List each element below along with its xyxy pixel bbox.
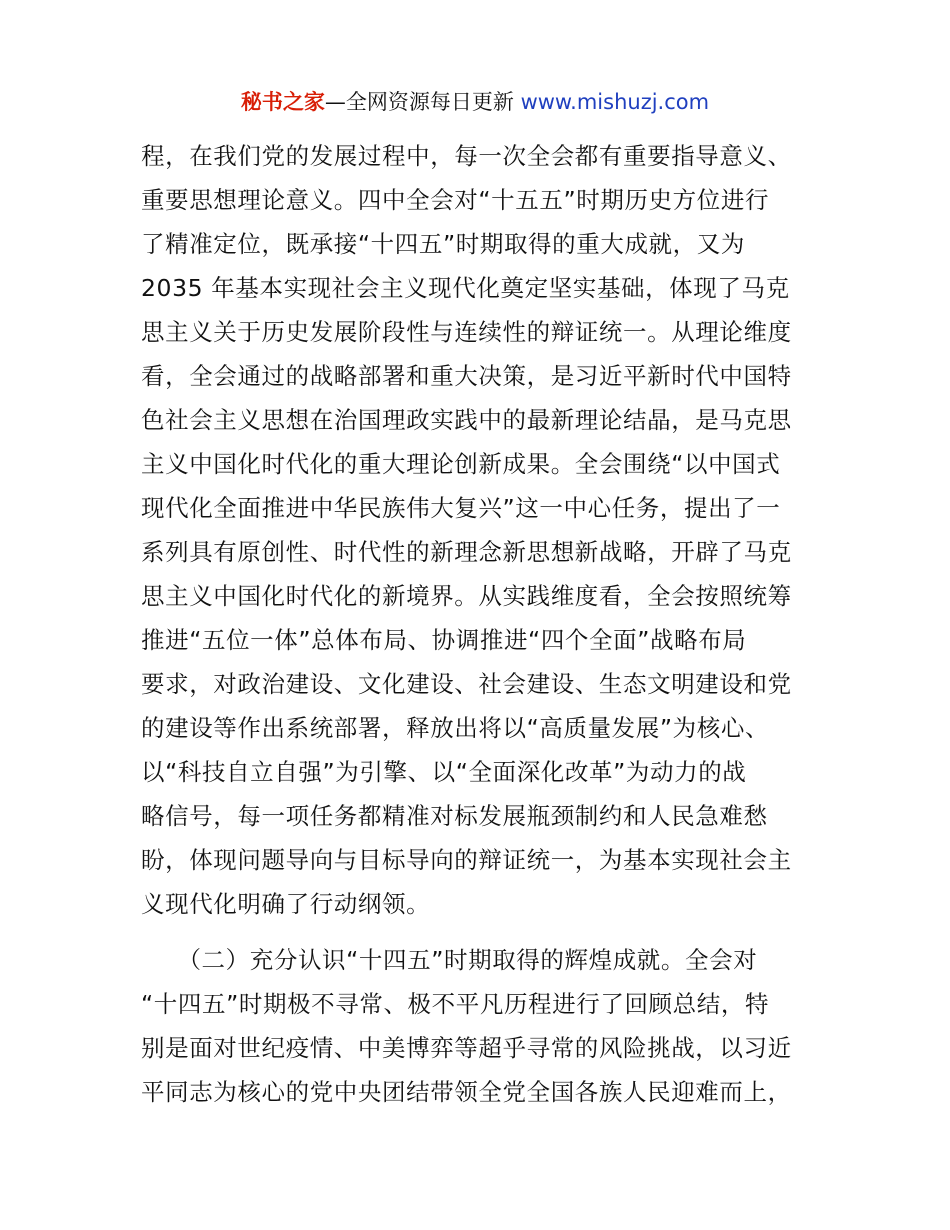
text-line: 色社会主义思想在治国理政实践中的最新理论结晶，是马克思 xyxy=(141,406,792,434)
text-line: 义现代化明确了行动纲领。 xyxy=(141,890,431,918)
text-line: 2035 年基本实现社会主义现代化奠定坚实基础，体现了马克 xyxy=(141,274,790,302)
text-line: 推进“五位一体”总体布局、协调推进“四个全面”战略布局 xyxy=(141,626,747,654)
text-line: 思主义中国化时代化的新境界。从实践维度看，全会按照统筹 xyxy=(141,582,792,610)
paragraph-spacer xyxy=(141,926,821,938)
text-line: 盼，体现问题导向与目标导向的辩证统一，为基本实现社会主 xyxy=(141,846,792,874)
website-link[interactable]: www.mishuzj.com xyxy=(520,90,710,114)
text-line: 略信号，每一项任务都精准对标发展瓶颈制约和人民急难愁 xyxy=(141,802,768,830)
text-line: 看，全会通过的战略部署和重大决策，是习近平新时代中国特 xyxy=(141,362,792,390)
text-line: “十四五”时期极不寻常、极不平凡历程进行了回顾总结，特 xyxy=(141,990,770,1018)
header-tagline: —全网资源每日更新 xyxy=(324,90,521,114)
text-line: 要求，对政治建设、文化建设、社会建设、生态文明建设和党 xyxy=(141,670,792,698)
paragraph xyxy=(141,938,821,1114)
text-line: 别是面对世纪疫情、中美博弈等超乎寻常的风险挑战，以习近 xyxy=(141,1034,792,1062)
text-line: （二）充分认识“十四五”时期取得的辉煌成就。全会对 xyxy=(141,946,758,974)
text-line: 重要思想理论意义。四中全会对“十五五”时期历史方位进行 xyxy=(141,186,770,214)
text-line: 程，在我们党的发展过程中，每一次全会都有重要指导意义、 xyxy=(141,142,792,170)
text-line: 以“科技自立自强”为引擎、以“全面深化改革”为动力的战 xyxy=(141,758,747,786)
text-line: 系列具有原创性、时代性的新理念新思想新战略，开辟了马克 xyxy=(141,538,792,566)
brand-name: 秘书之家 xyxy=(240,90,325,114)
text-line: 现代化全面推进中华民族伟大复兴”这一中心任务，提出了一 xyxy=(141,494,781,522)
paragraph xyxy=(141,134,821,926)
text-line: 平同志为核心的党中央团结带领全党全国各族人民迎难而上， xyxy=(141,1078,792,1106)
text-line: 的建设等作出系统部署，释放出将以“高质量发展”为核心、 xyxy=(141,714,770,742)
text-line: 主义中国化时代化的重大理论创新成果。全会围绕“以中国式 xyxy=(141,450,781,478)
text-line: 了精准定位，既承接“十四五”时期取得的重大成就，又为 xyxy=(141,230,745,258)
page-header xyxy=(0,87,950,117)
document-body xyxy=(141,134,821,1114)
text-line: 思主义关于历史发展阶段性与连续性的辩证统一。从理论维度 xyxy=(141,318,792,346)
